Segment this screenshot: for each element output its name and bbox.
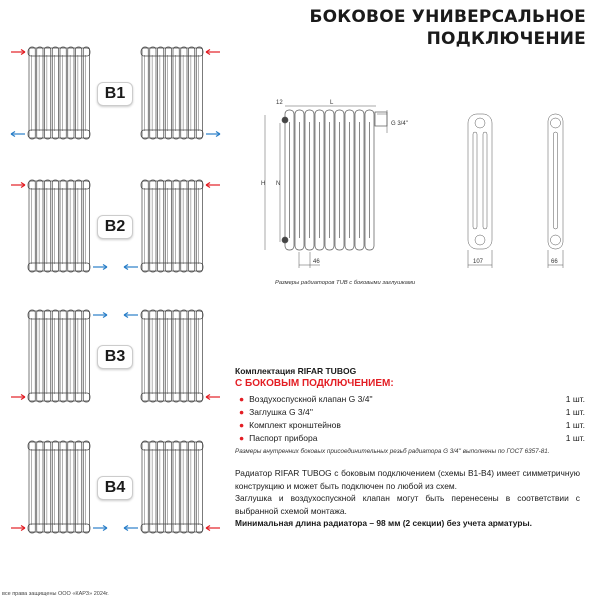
kit-item-qty: 1 шт. (565, 393, 585, 404)
supply-arrow-icon (206, 395, 220, 400)
dim-107: 107 (473, 259, 484, 265)
kit-item (235, 392, 585, 405)
kit-item-qty: 1 шт. (565, 419, 585, 430)
kit-subheading: С БОКОВЫМ ПОДКЛЮЧЕНИЕМ: (235, 378, 394, 389)
supply-arrow-icon (206, 183, 220, 188)
scheme-label: B2 (97, 215, 133, 239)
return-arrow-icon (206, 132, 220, 137)
supply-arrow-icon (11, 50, 25, 55)
bullet-icon: ● (239, 393, 245, 404)
kit-item (235, 431, 585, 444)
bullet-icon: ● (239, 419, 245, 430)
kit-item (235, 418, 585, 431)
supply-arrow-icon (206, 50, 220, 55)
bullet-icon: ● (239, 432, 245, 443)
dim-l: L (330, 100, 334, 106)
supply-arrow-icon (206, 526, 220, 531)
kit-item-name: Воздухоспускной клапан G 3/4'' (249, 393, 373, 404)
return-arrow-icon (124, 265, 138, 270)
kit-item-qty: 1 шт. (565, 432, 585, 443)
kit-item-qty: 1 шт. (565, 406, 585, 417)
return-arrow-icon (124, 526, 138, 531)
return-arrow-icon (93, 526, 107, 531)
kit-note: Размеры внутренних боковых присоединительных резьб радиатора G 3/4'' выполнены по ГОСТ 6357-81. (235, 448, 550, 455)
kit-item (235, 405, 585, 418)
supply-arrow-icon (11, 395, 25, 400)
kit-item-name: Комплект кронштейнов (249, 419, 341, 430)
return-arrow-icon (124, 313, 138, 318)
dim-66: 66 (551, 259, 558, 265)
page-title: БОКОВОЕ УНИВЕРСАЛЬНОЕ ПОДКЛЮЧЕНИЕ (309, 7, 586, 49)
dim-46: 46 (313, 259, 320, 265)
return-arrow-icon (11, 132, 25, 137)
description: Радиатор RIFAR TUBOG с боковым подключением (схемы B1-B4) имеет симметричную конструкцию и может быть подключен по любой из схем. Заглушка и воздухоспускной клапан могут быть перенесены в соответствии с выбранной схемой монтажа. Минимальная длина радиатора – 98 мм (2 секции) без учета арматуры. (235, 468, 580, 528)
thread-label: G 3/4'' (391, 121, 408, 127)
scheme-label: B4 (97, 476, 133, 500)
bullet-icon: ● (239, 406, 245, 417)
drawing-caption: Размеры радиаторов TUB с боковыми заглушками (275, 280, 416, 286)
return-arrow-icon (93, 265, 107, 270)
dimension-drawing (250, 90, 600, 290)
kit-heading: Комплектация RIFAR TUBOG (235, 366, 357, 376)
return-arrow-icon (93, 313, 107, 318)
kit-section (235, 366, 585, 455)
scheme-label: B3 (97, 345, 133, 369)
kit-item-name: Паспорт прибора (249, 432, 318, 443)
supply-arrow-icon (11, 526, 25, 531)
scheme-label: B1 (97, 82, 133, 106)
copyright: все права защищены ООО «КАРЗ» 2024г. (2, 591, 109, 597)
kit-item-name: Заглушка G 3/4'' (249, 406, 313, 417)
supply-arrow-icon (11, 183, 25, 188)
dim-n: N (276, 181, 281, 187)
dim-12: 12 (276, 100, 283, 106)
dim-h: H (261, 181, 266, 187)
